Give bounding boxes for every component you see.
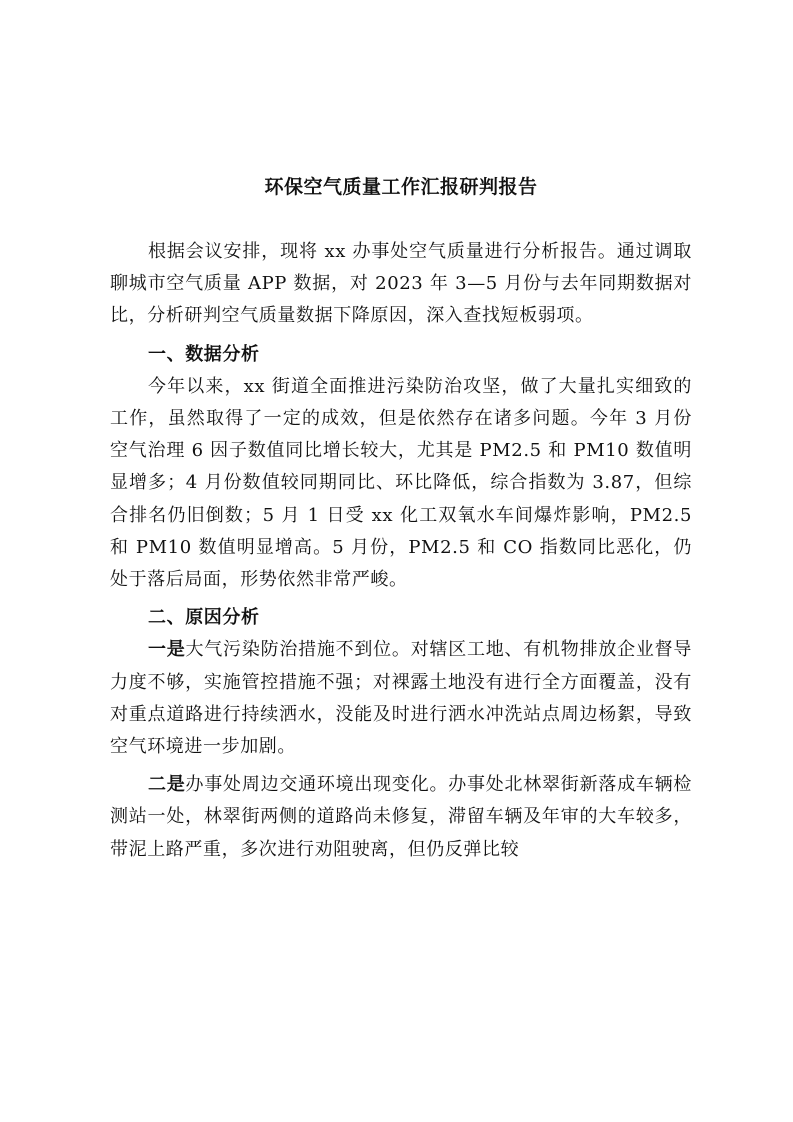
intro-paragraph: 根据会议安排，现将 xx 办事处空气质量进行分析报告。通过调取聊城市空气质量 APP 数据，对 2023 年 3—5 月份与去年同期数据对比，分析研判空气质量数据下降原因，深入查找短板弱项。 bbox=[110, 241, 692, 327]
cause-point-2-lead: 二是 bbox=[148, 774, 186, 796]
cause-point-1 bbox=[110, 634, 692, 763]
cause-point-2-body: 办事处周边交通环境出现变化。办事处北林翠街新落成车辆检测站一处，林翠街两侧的道路尚未修复，滞留车辆及年审的大车较多，带泥上路严重，多次进行劝阻驶离，但仍反弹比较 bbox=[110, 774, 692, 860]
section-heading-data-analysis: 一、数据分析 bbox=[148, 343, 260, 365]
document-title: 环保空气质量工作汇报研判报告 bbox=[264, 176, 538, 198]
document-body bbox=[110, 172, 692, 866]
cause-point-1-lead: 一是 bbox=[148, 639, 186, 661]
data-analysis-paragraph: 今年以来，xx 街道全面推进污染防治攻坚，做了大量扎实细致的工作，虽然取得了一定的成效，但是依然存在诸多问题。今年 3 月份空气治理 6 因子数值同比增长较大，尤其是 PM2.5 和 PM10 数值明显增多；4 月份数值较同期同比、环比降低，综合指数为 3.87，但综合排名仍旧倒数；5 月 1 日受 xx 化工双氧水车间爆炸影响，PM2.5 和 PM10 数值明显增高。5 月份，PM2.5 和 CO 指数同比恶化，仍处于落后局面，形势依然非常严峻。 bbox=[110, 375, 692, 591]
cause-point-2 bbox=[110, 769, 692, 866]
section-heading-cause-analysis: 二、原因分析 bbox=[148, 607, 260, 629]
cause-point-1-body: 大气污染防治措施不到位。对辖区工地、有机物排放企业督导力度不够，实施管控措施不强；对裸露土地没有进行全方面覆盖，没有对重点道路进行持续洒水，没能及时进行洒水冲洗站点周边杨絮，导致空气环境进一步加剧。 bbox=[110, 639, 692, 758]
